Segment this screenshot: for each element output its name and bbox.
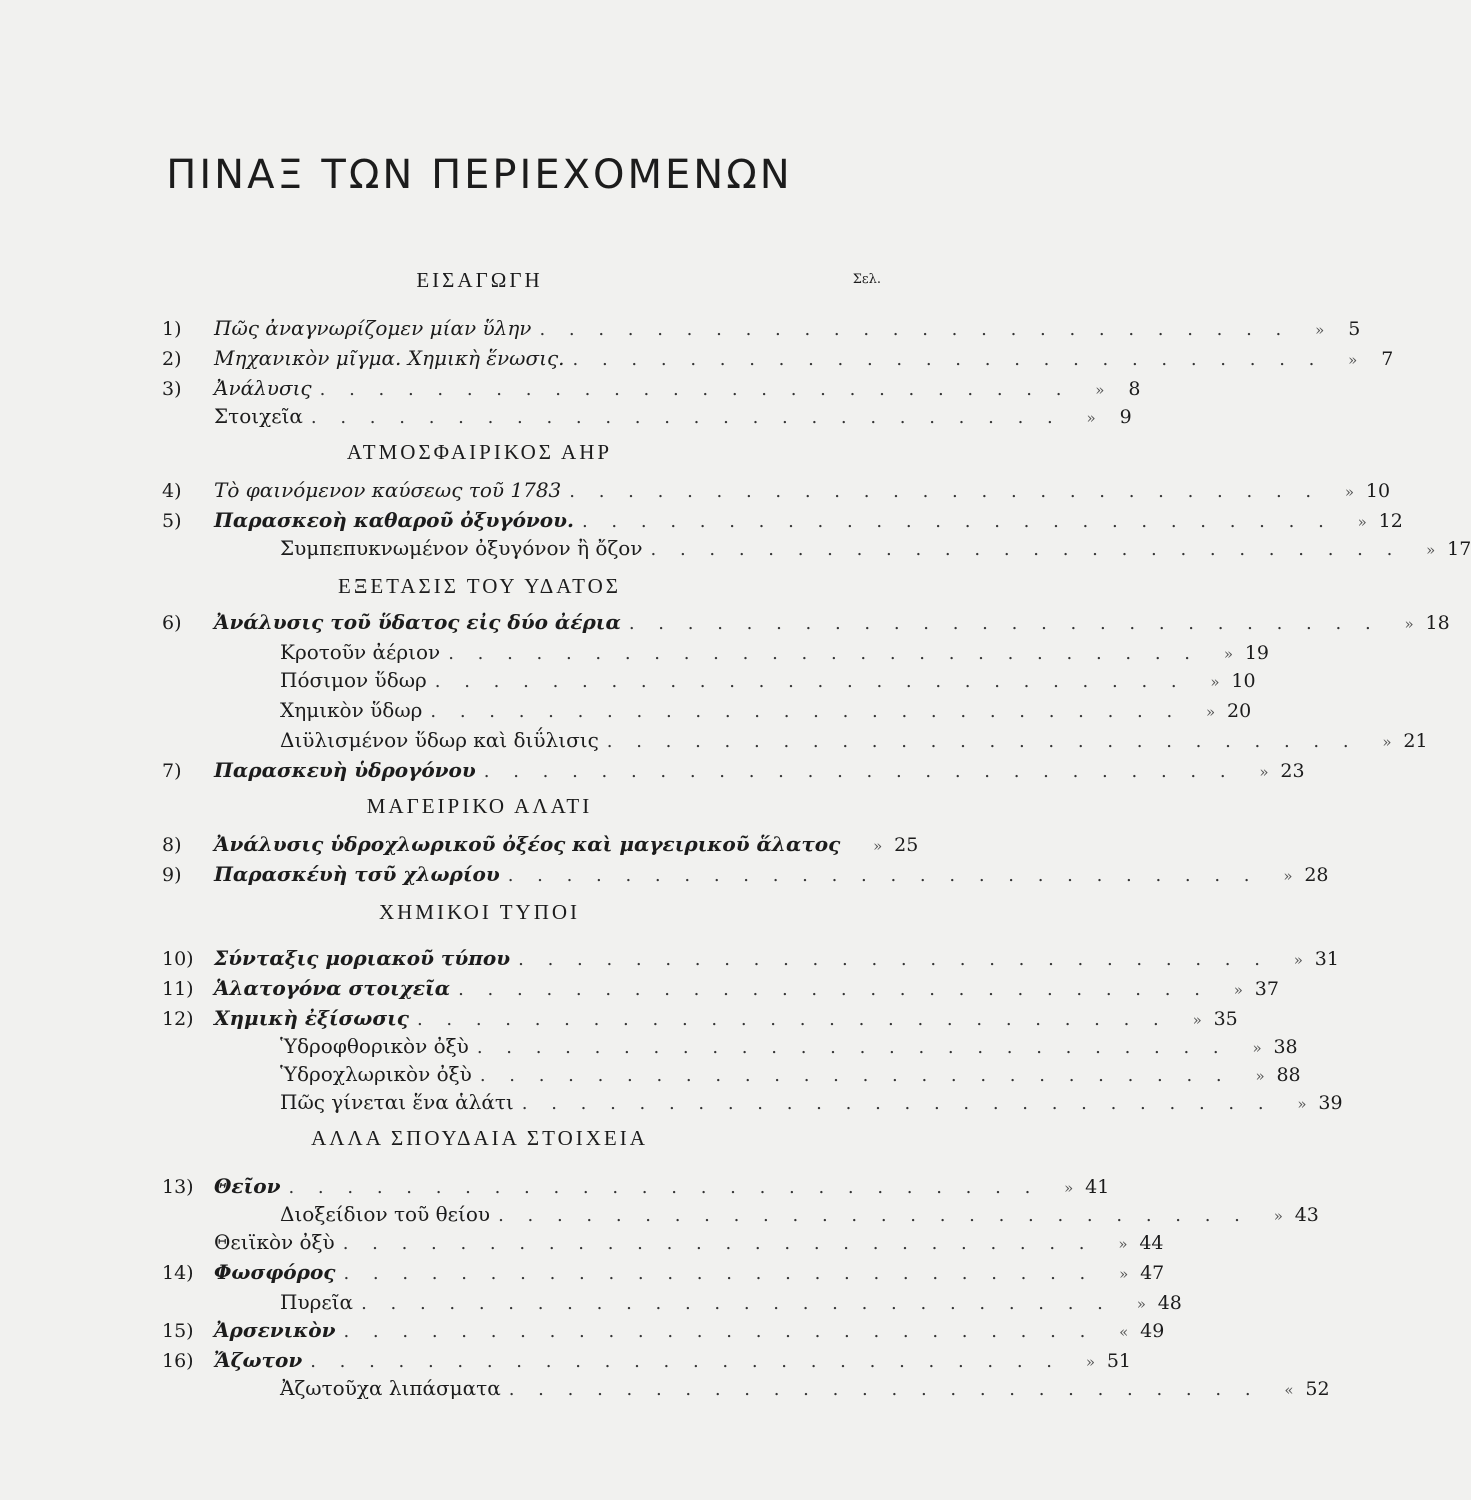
entry-title: Μηχανικὸν μῖγμα. Χημικὴ ἕνωσις.	[214, 346, 565, 370]
entry-title: Σύνταξις μοριακοῦ τύπου	[214, 946, 511, 970]
entry-number: 1)	[162, 318, 182, 340]
entry-title: Πόσιμον ὕδωρ	[280, 668, 427, 692]
entry-page: 8	[1128, 378, 1141, 400]
section-heading: ΕΞΕΤΑΣΙΣ ΤΟΥ ΥΔΑΤΟΣ	[338, 574, 621, 598]
entry-page: 10	[1231, 670, 1256, 692]
entry-number: 7)	[162, 760, 182, 782]
entry-title: Πυρεῖα	[280, 1290, 354, 1314]
entry-page: 23	[1280, 760, 1305, 782]
entry-page: 48	[1157, 1292, 1182, 1314]
toc-entry[interactable]: 3) Ἀνάλυσις . . . . . . . . . . . . . . . . . . . . . . . . . . » 8	[162, 376, 1141, 400]
entry-number: 16)	[162, 1350, 194, 1372]
toc-entry[interactable]: Πόσιμον ὕδωρ . . . . . . . . . . . . . . . . . . . . . . . . . . » 10	[280, 668, 1256, 692]
entry-page: 49	[1140, 1320, 1165, 1342]
entry-title: Συμπεπυκνωμένον ὀξυγόνον ἢ ὄζον	[280, 536, 643, 560]
entry-page: 10	[1365, 480, 1391, 502]
entry-title: Θεῖον	[214, 1174, 281, 1198]
entry-title: Ἀνάλυσις ὑδροχλωρικοῦ ὀξέος καὶ μαγειρικοῦ ἅλατος	[214, 832, 841, 856]
entry-page: 21	[1403, 730, 1428, 752]
entry-page: 52	[1305, 1378, 1330, 1400]
entry-title: Χημικὸν ὕδωρ	[280, 698, 423, 722]
entry-title: Ἄζωτον	[214, 1348, 303, 1372]
entry-title: Παρασκέυὴ τσῦ χλωρίου	[214, 862, 500, 886]
entry-title: Παρασκευὴ ὑδρογόνου	[214, 758, 476, 782]
toc-entry[interactable]: 13) Θεῖον . . . . . . . . . . . . . . . . . . . . . . . . . . » 41	[162, 1174, 1110, 1198]
entry-page: 47	[1140, 1262, 1165, 1284]
section-heading: ΑΤΜΟΣΦΑΙΡΙΚΟΣ ΑΗΡ	[346, 440, 613, 464]
toc-entry[interactable]: 16) Ἄζωτον . . . . . . . . . . . . . . . . . . . . . . . . . . » 51	[162, 1348, 1132, 1372]
entry-page: 88	[1276, 1064, 1301, 1086]
entry-title: Ἁλατογόνα στοιχεῖα	[214, 976, 451, 1000]
entry-title: Τὸ φαινόμενον καύσεως τοῦ 1783	[214, 478, 562, 502]
toc-entry[interactable]: 2) Μηχανικὸν μῖγμα. Χημικὴ ἕνωσις. . . . . . . . . . . . . . . . . . . . . . . . . . . » 7	[162, 346, 1394, 370]
toc-entry[interactable]: Ὑδροφθορικὸν ὀξὺ . . . . . . . . . . . . . . . . . . . . . . . . . . » 38	[280, 1034, 1298, 1058]
section-heading: ΕΙΣΑΓΩΓΗ	[416, 268, 543, 292]
entry-title: Φωσφόρος	[214, 1260, 336, 1284]
toc-entry[interactable]: Συμπεπυκνωμένον ὀξυγόνον ἢ ὄζον . . . . . . . . . . . . . . . . . . . . . . . . . . » 17	[280, 536, 1471, 560]
toc-entry[interactable]: Θειϊκὸν ὀξὺ . . . . . . . . . . . . . . . . . . . . . . . . . . » 44	[214, 1230, 1164, 1254]
entry-page: 19	[1244, 642, 1269, 664]
entry-page: 39	[1318, 1092, 1343, 1114]
toc-entry[interactable]: Στοιχεῖα . . . . . . . . . . . . . . . . . . . . . . . . . . » 9	[214, 404, 1132, 428]
toc-entry[interactable]: 9) Παρασκέυὴ τσῦ χλωρίου . . . . . . . . . . . . . . . . . . . . . . . . . . » 28	[162, 862, 1329, 886]
entry-number: 12)	[162, 1008, 194, 1030]
entry-title: Ἀρσενικὸν	[214, 1318, 336, 1342]
entry-title: Ἀνάλυσις	[214, 376, 312, 400]
toc-entry[interactable]: Πυρεῖα . . . . . . . . . . . . . . . . . . . . . . . . . . » 48	[280, 1290, 1182, 1314]
entry-page: 35	[1213, 1008, 1238, 1030]
entry-title: Πῶς ἀναγνωρίζομεν μίαν ὕλην	[214, 316, 532, 340]
entry-page: 25	[894, 834, 919, 856]
entry-title: Ἀνάλυσις τοῦ ὕδατος εἰς δύο ἀέρια	[214, 610, 621, 634]
section-heading: ΑΛΛΑ ΣΠΟΥΔΑΙΑ ΣΤΟΙΧΕΙΑ	[311, 1126, 648, 1150]
toc-entry[interactable]: Ἀζωτοῦχα λιπάσματα . . . . . . . . . . . . . . . . . . . . . . . . . . « 52	[280, 1376, 1330, 1400]
entry-number: 9)	[162, 864, 182, 886]
toc-entry[interactable]: Κροτοῦν ἀέριον . . . . . . . . . . . . . . . . . . . . . . . . . . » 19	[280, 640, 1269, 664]
entry-title: Ὑδροφθορικὸν ὀξὺ	[280, 1034, 469, 1058]
entry-number: 3)	[162, 378, 182, 400]
entry-page: 12	[1378, 510, 1403, 532]
entry-page: 9	[1119, 406, 1132, 428]
entry-page: 37	[1254, 978, 1279, 1000]
entry-title: Διϋλισμένον ὕδωρ καὶ διΰλισις	[280, 728, 599, 752]
entry-page: 41	[1085, 1176, 1110, 1198]
toc-entry[interactable]: 15) Ἀρσενικὸν . . . . . . . . . . . . . . . . . . . . . . . . . . « 49	[162, 1318, 1165, 1342]
entry-title: Χημικὴ ἐξίσωσις	[214, 1006, 409, 1030]
entry-number: 4)	[162, 480, 182, 502]
entry-number: 14)	[162, 1262, 194, 1284]
entry-title: Στοιχεῖα	[214, 404, 303, 428]
entry-title: Ἀζωτοῦχα λιπάσματα	[280, 1376, 501, 1400]
toc-entry[interactable]: 1) Πῶς ἀναγνωρίζομεν μίαν ὕλην . . . . . . . . . . . . . . . . . . . . . . . . . . » 5	[162, 316, 1361, 340]
toc-entry[interactable]: 5) Παρασκεοὴ καθαροῦ ὀξυγόνου. . . . . . . . . . . . . . . . . . . . . . . . . . . » 12	[162, 508, 1403, 532]
toc-entry[interactable]: 6) Ἀνάλυσις τοῦ ὕδατος εἰς δύο ἀέρια . . . . . . . . . . . . . . . . . . . . . . . . . . » 18	[162, 610, 1450, 634]
entry-title: Παρασκεοὴ καθαροῦ ὀξυγόνου.	[214, 508, 574, 532]
entry-number: 5)	[162, 510, 182, 532]
page-title: ΠΙΝΑΞ ΤΩΝ ΠΕΡΙΕΧΟΜΕΝΩΝ	[166, 152, 793, 198]
entry-title: Πῶς γίνεται ἕνα ἁλάτι	[280, 1090, 514, 1114]
entry-number: 6)	[162, 612, 182, 634]
toc-entry[interactable]: 8) Ἀνάλυσις ὑδροχλωρικοῦ ὀξέος καὶ μαγειρικοῦ ἅλατος » 25	[162, 832, 919, 856]
entry-number: 2)	[162, 348, 182, 370]
entry-number: 11)	[162, 978, 194, 1000]
entry-page: 7	[1381, 348, 1394, 370]
toc-entry[interactable]: 4) Τὸ φαινόμενον καύσεως τοῦ 1783 . . . . . . . . . . . . . . . . . . . . . . . . . . » 10	[162, 478, 1391, 502]
entry-number: 8)	[162, 834, 182, 856]
entry-page: 28	[1304, 864, 1329, 886]
entry-page: 44	[1139, 1232, 1164, 1254]
entry-title: Κροτοῦν ἀέριον	[280, 640, 441, 664]
section-heading: ΜΑΓΕΙΡΙΚΟ ΑΛΑΤΙ	[366, 794, 593, 818]
page-column-label: Σελ.	[852, 272, 881, 287]
toc-entry[interactable]: 7) Παρασκευὴ ὑδρογόνου . . . . . . . . . . . . . . . . . . . . . . . . . . » 23	[162, 758, 1305, 782]
toc-entry[interactable]: Χημικὸν ὕδωρ . . . . . . . . . . . . . . . . . . . . . . . . . . » 20	[280, 698, 1252, 722]
toc-entry[interactable]: 12) Χημικὴ ἐξίσωσις . . . . . . . . . . . . . . . . . . . . . . . . . . » 35	[162, 1006, 1238, 1030]
section-heading: ΧΗΜΙΚΟΙ ΤΥΠΟΙ	[378, 900, 581, 924]
entry-page: 38	[1273, 1036, 1298, 1058]
toc-entry[interactable]: Ὑδροχλωρικὸν ὀξὺ . . . . . . . . . . . . . . . . . . . . . . . . . . » 88	[280, 1062, 1301, 1086]
entry-page: 20	[1227, 700, 1252, 722]
entry-title: Διοξείδιον τοῦ θείου	[280, 1202, 491, 1226]
entry-page: 18	[1425, 612, 1450, 634]
toc-entry[interactable]: Πῶς γίνεται ἕνα ἁλάτι . . . . . . . . . . . . . . . . . . . . . . . . . . » 39	[280, 1090, 1343, 1114]
entry-page: 5	[1348, 318, 1361, 340]
toc-entry[interactable]: Διοξείδιον τοῦ θείου . . . . . . . . . . . . . . . . . . . . . . . . . . » 43	[280, 1202, 1319, 1226]
entry-number: 15)	[162, 1320, 194, 1342]
entry-number: 13)	[162, 1176, 194, 1198]
toc-entry[interactable]: 14) Φωσφόρος . . . . . . . . . . . . . . . . . . . . . . . . . . » 47	[162, 1260, 1165, 1284]
toc-entry[interactable]: 11) Ἁλατογόνα στοιχεῖα . . . . . . . . . . . . . . . . . . . . . . . . . . » 37	[162, 976, 1279, 1000]
entry-page: 43	[1294, 1204, 1319, 1226]
entry-page: 51	[1106, 1350, 1132, 1372]
entry-page: 31	[1314, 948, 1339, 970]
entry-title: Ὑδροχλωρικὸν ὀξὺ	[280, 1062, 472, 1086]
toc-entry[interactable]: Διϋλισμένον ὕδωρ καὶ διΰλισις . . . . . . . . . . . . . . . . . . . . . . . . . . » 21	[280, 728, 1428, 752]
toc-entry[interactable]: 10) Σύνταξις μοριακοῦ τύπου . . . . . . . . . . . . . . . . . . . . . . . . . . » 31	[162, 946, 1339, 970]
entry-title: Θειϊκὸν ὀξὺ	[214, 1230, 335, 1254]
entry-page: 17	[1447, 538, 1471, 560]
entry-number: 10)	[162, 948, 194, 970]
